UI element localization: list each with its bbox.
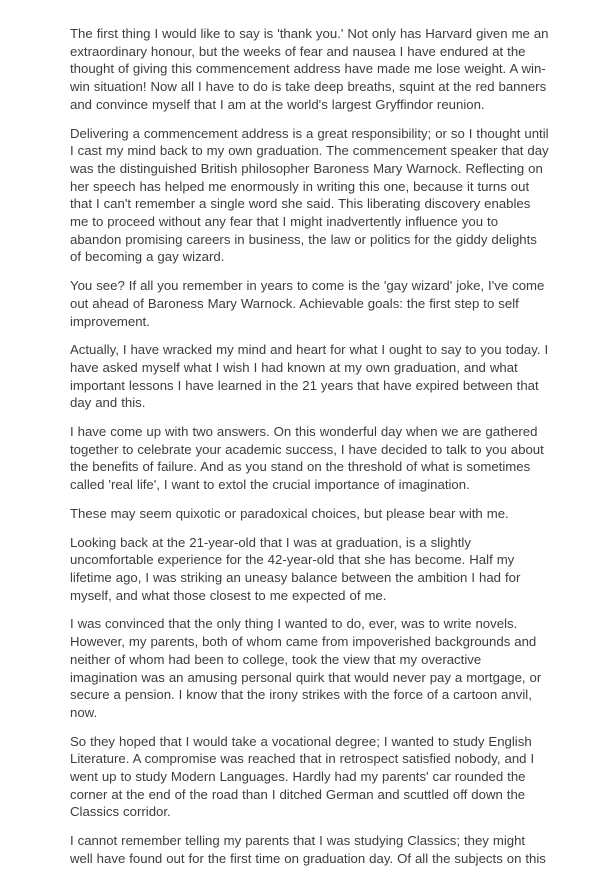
paragraph: These may seem quixotic or paradoxical choices, but please bear with me. xyxy=(70,505,509,521)
paragraph: You see? If all you remember in years to come is the 'gay wizard' joke, I've come out ahead of Baroness Mary Warnock. Achievable goals: the first step to self improvement. xyxy=(70,278,545,329)
paragraph: I have come up with two answers. On this wonderful day when we are gathered together to celebrate your academic success, I have decided to talk to you about the benefits of failure. And as you stand on the threshold of what is sometimes called 'real life', I want to extol the crucial importance of imagination. xyxy=(70,424,544,493)
paragraph: I cannot remember telling my parents that I was studying Classics; they might well have found out for the first time on graduation day. Of all the subjects on this xyxy=(70,833,546,866)
paragraph: I was convinced that the only thing I wanted to do, ever, was to write novels. However, my parents, both of whom came from impoverished backgrounds and neither of whom had been to college, took the view that my overactive imagination was an amusing personal quirk that would never pay a mortgage, or secure a pension. I know that the irony strikes with the force of a cartoon anvil, now. xyxy=(70,616,542,720)
paragraph: The first thing I would like to say is 'thank you.' Not only has Harvard given me an extraordinary honour, but the weeks of fear and nausea I have endured at the thought of giving this commencement address have made me lose weight. A win-win situation! Now all I have to do is take deep breaths, squint at the red banners and convince myself that I am at the world's largest Gryffindor reunion. xyxy=(70,26,549,112)
paragraph: Actually, I have wracked my mind and heart for what I ought to say to you today. I have asked myself what I wish I had known at my own graduation, and what important lessons I have learned in the 21 years that have expired between that day and this. xyxy=(70,342,549,411)
paragraph: Looking back at the 21-year-old that I was at graduation, is a slightly uncomfortable experience for the 42-year-old that she has become. Half my lifetime ago, I was striking an uneasy balance between the ambition I had for myself, and what those closest to me expected of me. xyxy=(70,534,521,603)
paragraph: Delivering a commencement address is a great responsibility; or so I thought until I cast my mind back to my own graduation. The commencement speaker that day was the distinguished British philosopher Baroness Mary Warnock. Reflecting on her speech has helped me enormously in writing this one, because it turns out that I can't remember a single word she said. This liberating discovery enables me to proceed without any fear that I might inadvertently influence you to abandon promising careers in business, the law or politics for the giddy delights of becoming a gay wizard. xyxy=(70,125,549,265)
paragraph: So they hoped that I would take a vocational degree; I wanted to study English Literature. A compromise was reached that in retrospect satisfied nobody, and I went up to study Modern Languages. Hardly had my parents' car rounded the corner at the end of the road than I ditched German and scuttled off down the Classics corridor. xyxy=(70,733,535,820)
